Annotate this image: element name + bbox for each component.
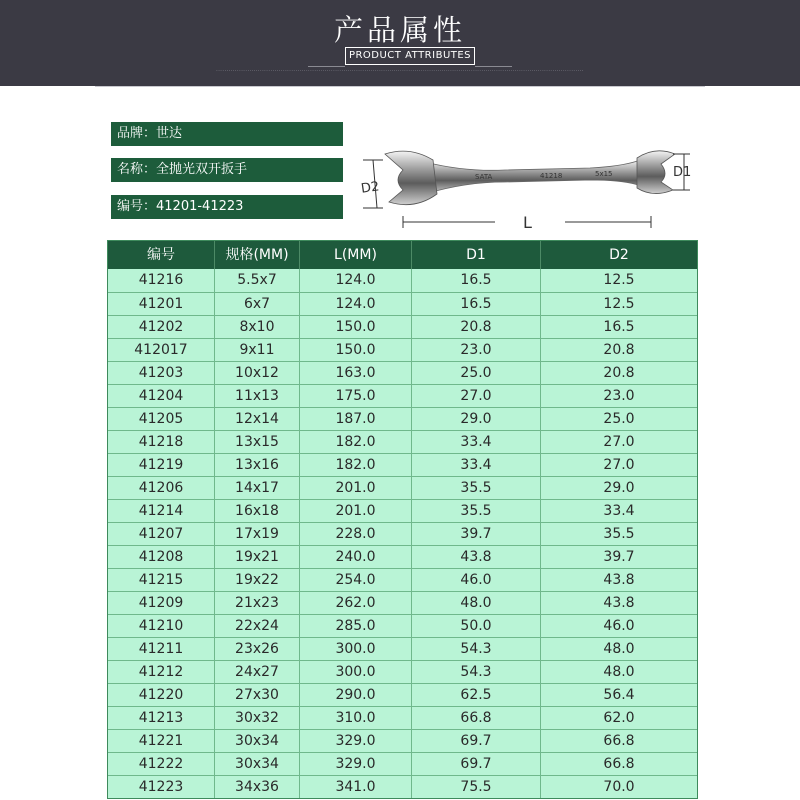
cell-d2: 12.5 bbox=[540, 293, 697, 315]
cell-code: 41219 bbox=[138, 457, 184, 473]
cell-length: 228.0 bbox=[299, 523, 411, 545]
cell-code: 41205 bbox=[138, 411, 184, 427]
cell-code: 41215 bbox=[138, 572, 184, 588]
table-row bbox=[108, 499, 697, 522]
cell-spec: 30x32 bbox=[214, 707, 299, 729]
table-row bbox=[108, 453, 697, 476]
cell-d2: 62.0 bbox=[540, 707, 697, 729]
cell-code: 41208 bbox=[138, 549, 184, 565]
cell-code: 41218 bbox=[138, 434, 184, 450]
table-row bbox=[108, 637, 697, 660]
table-row bbox=[108, 384, 697, 407]
cell-length: 262.0 bbox=[299, 592, 411, 614]
cell-length: 124.0 bbox=[299, 293, 411, 315]
cell-d1: 50.0 bbox=[411, 615, 540, 637]
table-row bbox=[108, 292, 697, 315]
cell-code: 41214 bbox=[138, 503, 184, 519]
cell-d2: 27.0 bbox=[540, 454, 697, 476]
table-row bbox=[108, 729, 697, 752]
cell-spec: 6x7 bbox=[214, 293, 299, 315]
cell-d2: 29.0 bbox=[540, 477, 697, 499]
cell-code: 41201 bbox=[138, 296, 184, 312]
cell-spec: 30x34 bbox=[214, 730, 299, 752]
table-row bbox=[108, 338, 697, 361]
cell-spec: 22x24 bbox=[214, 615, 299, 637]
header-d1: D1 bbox=[411, 241, 540, 269]
cell-d2: 46.0 bbox=[540, 615, 697, 637]
cell-code: 41220 bbox=[138, 687, 184, 703]
cell-spec: 12x14 bbox=[214, 408, 299, 430]
table-row bbox=[108, 683, 697, 706]
cell-spec: 30x34 bbox=[214, 753, 299, 775]
cell-code: 41221 bbox=[138, 733, 184, 749]
cell-d1: 27.0 bbox=[411, 385, 540, 407]
cell-length: 182.0 bbox=[299, 454, 411, 476]
header-code: 编号 bbox=[147, 247, 175, 263]
cell-d1: 35.5 bbox=[411, 477, 540, 499]
cell-spec: 21x23 bbox=[214, 592, 299, 614]
cell-d2: 20.8 bbox=[540, 339, 697, 361]
wrench-right-head bbox=[637, 151, 675, 194]
table-header-row bbox=[108, 241, 697, 269]
cell-code: 41216 bbox=[138, 272, 184, 288]
cell-d1: 16.5 bbox=[411, 269, 540, 292]
cell-d2: 12.5 bbox=[540, 269, 697, 292]
cell-d1: 46.0 bbox=[411, 569, 540, 591]
wrench-left-head bbox=[385, 151, 437, 205]
wrench-illustration bbox=[355, 140, 705, 235]
cell-d1: 39.7 bbox=[411, 523, 540, 545]
cell-length: 175.0 bbox=[299, 385, 411, 407]
cell-length: 341.0 bbox=[299, 776, 411, 798]
table-row bbox=[108, 361, 697, 384]
cell-spec: 24x27 bbox=[214, 661, 299, 683]
cell-length: 254.0 bbox=[299, 569, 411, 591]
cell-d1: 20.8 bbox=[411, 316, 540, 338]
cell-d1: 33.4 bbox=[411, 431, 540, 453]
engraving-mid: 41218 bbox=[540, 172, 563, 180]
cell-length: 285.0 bbox=[299, 615, 411, 637]
cell-code: 41209 bbox=[138, 595, 184, 611]
cell-length: 290.0 bbox=[299, 684, 411, 706]
cell-d2: 56.4 bbox=[540, 684, 697, 706]
cell-d1: 33.4 bbox=[411, 454, 540, 476]
cell-spec: 5.5x7 bbox=[214, 269, 299, 292]
engraving-right: 5x15 bbox=[595, 170, 613, 178]
engraving-left: SATA bbox=[475, 173, 493, 181]
cell-d1: 69.7 bbox=[411, 753, 540, 775]
cell-spec: 13x15 bbox=[214, 431, 299, 453]
table-row bbox=[108, 430, 697, 453]
cell-d2: 70.0 bbox=[540, 776, 697, 798]
cell-d2: 43.8 bbox=[540, 569, 697, 591]
l-label: L bbox=[523, 213, 532, 232]
cell-length: 329.0 bbox=[299, 730, 411, 752]
cell-length: 300.0 bbox=[299, 638, 411, 660]
cell-d1: 16.5 bbox=[411, 293, 540, 315]
table-row bbox=[108, 407, 697, 430]
cell-spec: 19x22 bbox=[214, 569, 299, 591]
cell-d1: 35.5 bbox=[411, 500, 540, 522]
cell-code: 412017 bbox=[134, 342, 188, 358]
cell-spec: 17x19 bbox=[214, 523, 299, 545]
header-fine-print: ................................................................................................................................................................................ bbox=[216, 67, 584, 73]
cell-length: 182.0 bbox=[299, 431, 411, 453]
table-row bbox=[108, 591, 697, 614]
cell-length: 124.0 bbox=[299, 269, 411, 292]
cell-spec: 19x21 bbox=[214, 546, 299, 568]
d1-label: D1 bbox=[673, 165, 692, 180]
header-length: L(MM) bbox=[299, 241, 411, 269]
cell-d2: 48.0 bbox=[540, 638, 697, 660]
cell-length: 310.0 bbox=[299, 707, 411, 729]
cell-length: 163.0 bbox=[299, 362, 411, 384]
product-code-label: 编号：41201-41223 bbox=[111, 195, 343, 219]
header-spec: 规格(MM) bbox=[214, 241, 299, 269]
header-d2: D2 bbox=[540, 241, 697, 269]
cell-code: 41207 bbox=[138, 526, 184, 542]
table-body bbox=[108, 269, 697, 798]
cell-d1: 43.8 bbox=[411, 546, 540, 568]
cell-d1: 29.0 bbox=[411, 408, 540, 430]
table-row bbox=[108, 545, 697, 568]
brand-label: 品牌：世达 bbox=[111, 122, 343, 146]
cell-code: 41202 bbox=[138, 319, 184, 335]
cell-spec: 23x26 bbox=[214, 638, 299, 660]
cell-length: 150.0 bbox=[299, 316, 411, 338]
table-row bbox=[108, 752, 697, 775]
cell-d1: 75.5 bbox=[411, 776, 540, 798]
cell-length: 201.0 bbox=[299, 477, 411, 499]
table-row bbox=[108, 614, 697, 637]
cell-d2: 27.0 bbox=[540, 431, 697, 453]
cell-d1: 66.8 bbox=[411, 707, 540, 729]
table-row bbox=[108, 775, 697, 798]
cell-spec: 11x13 bbox=[214, 385, 299, 407]
cell-d2: 20.8 bbox=[540, 362, 697, 384]
cell-d2: 66.8 bbox=[540, 730, 697, 752]
cell-length: 201.0 bbox=[299, 500, 411, 522]
cell-length: 240.0 bbox=[299, 546, 411, 568]
cell-code: 41212 bbox=[138, 664, 184, 680]
cell-d2: 43.8 bbox=[540, 592, 697, 614]
cell-d2: 16.5 bbox=[540, 316, 697, 338]
cell-code: 41211 bbox=[138, 641, 184, 657]
cell-spec: 8x10 bbox=[214, 316, 299, 338]
table-row bbox=[108, 269, 697, 292]
header-banner bbox=[0, 0, 800, 86]
cell-length: 150.0 bbox=[299, 339, 411, 361]
cell-d1: 48.0 bbox=[411, 592, 540, 614]
cell-spec: 16x18 bbox=[214, 500, 299, 522]
table-row bbox=[108, 315, 697, 338]
cell-d1: 23.0 bbox=[411, 339, 540, 361]
cell-spec: 14x17 bbox=[214, 477, 299, 499]
table-row bbox=[108, 568, 697, 591]
cell-code: 41206 bbox=[138, 480, 184, 496]
cell-code: 41210 bbox=[138, 618, 184, 634]
cell-d2: 25.0 bbox=[540, 408, 697, 430]
cell-spec: 13x16 bbox=[214, 454, 299, 476]
cell-d2: 39.7 bbox=[540, 546, 697, 568]
table-row bbox=[108, 660, 697, 683]
cell-length: 300.0 bbox=[299, 661, 411, 683]
cell-d1: 54.3 bbox=[411, 661, 540, 683]
cell-length: 187.0 bbox=[299, 408, 411, 430]
cell-d2: 48.0 bbox=[540, 661, 697, 683]
cell-length: 329.0 bbox=[299, 753, 411, 775]
cell-d1: 69.7 bbox=[411, 730, 540, 752]
header-bottom-divider bbox=[95, 86, 705, 87]
cell-d1: 25.0 bbox=[411, 362, 540, 384]
cell-code: 41213 bbox=[138, 710, 184, 726]
cell-code: 41204 bbox=[138, 388, 184, 404]
table-row bbox=[108, 706, 697, 729]
cell-spec: 27x30 bbox=[214, 684, 299, 706]
product-name-label: 名称：全抛光双开扳手 bbox=[111, 158, 343, 182]
cell-code: 41222 bbox=[138, 756, 184, 772]
cell-spec: 34x36 bbox=[214, 776, 299, 798]
cell-d1: 62.5 bbox=[411, 684, 540, 706]
d2-label: D2 bbox=[360, 179, 381, 197]
cell-d2: 33.4 bbox=[540, 500, 697, 522]
cell-spec: 10x12 bbox=[214, 362, 299, 384]
table-row bbox=[108, 476, 697, 499]
cell-d2: 23.0 bbox=[540, 385, 697, 407]
cell-code: 41203 bbox=[138, 365, 184, 381]
cell-d2: 66.8 bbox=[540, 753, 697, 775]
page-title: 产品属性 bbox=[333, 13, 466, 47]
cell-d2: 35.5 bbox=[540, 523, 697, 545]
cell-code: 41223 bbox=[138, 779, 184, 795]
wrench-diagram bbox=[355, 140, 705, 235]
cell-spec: 9x11 bbox=[214, 339, 299, 361]
table-row bbox=[108, 522, 697, 545]
page-subtitle: PRODUCT ATTRIBUTES bbox=[345, 47, 475, 65]
cell-d1: 54.3 bbox=[411, 638, 540, 660]
spec-table bbox=[107, 240, 698, 799]
